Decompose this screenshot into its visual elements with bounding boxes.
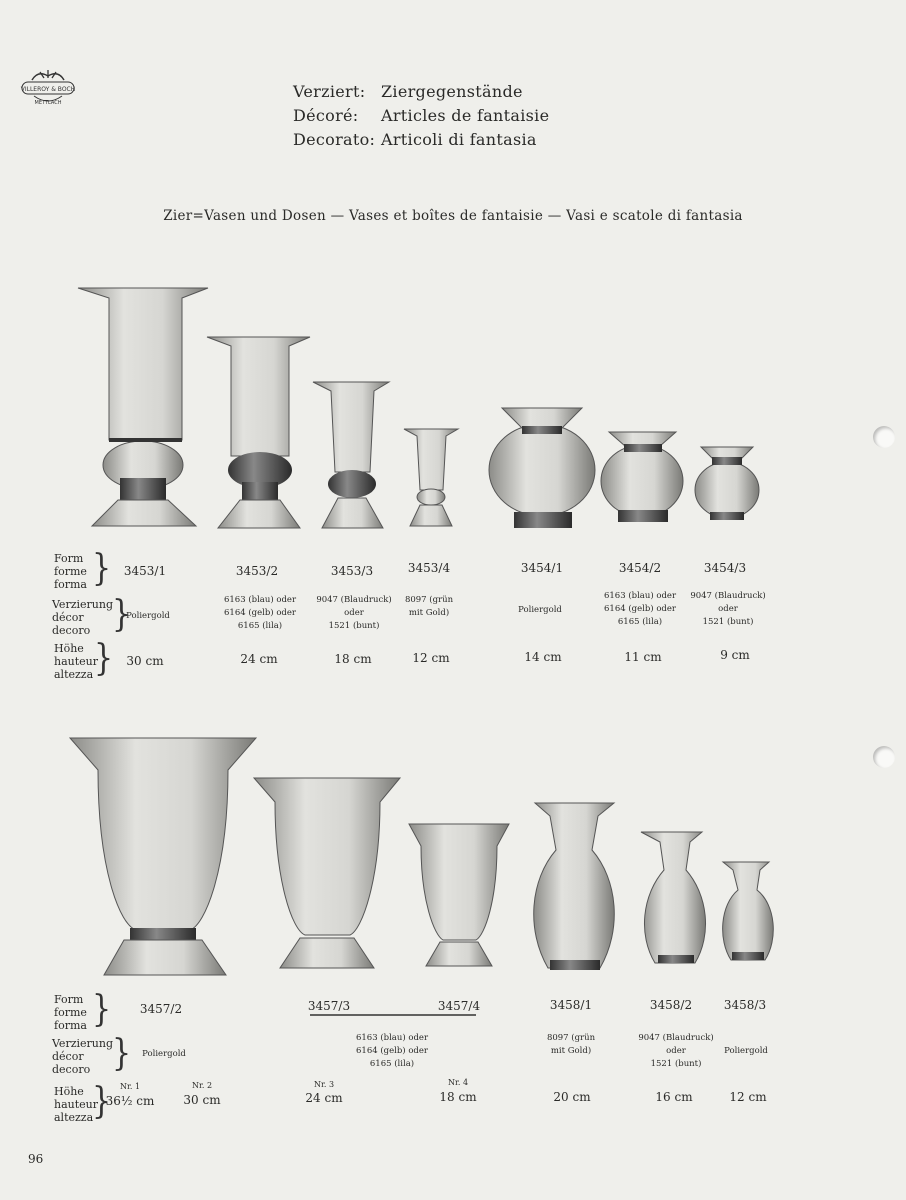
label-form-fr: forme xyxy=(54,565,87,578)
decor-label-row2 xyxy=(52,1037,113,1076)
decor-text: 8097 (grün mit Gold) xyxy=(546,1033,596,1056)
height-value: 14 cm xyxy=(524,650,562,664)
vase-3454-3 xyxy=(695,447,759,520)
header-value: Articoli di fantasia xyxy=(381,130,537,149)
label-height-fr: hauteur xyxy=(54,1098,98,1111)
decor-text: 9047 (Blaudruck) oder 1521 (bunt) xyxy=(316,595,392,631)
decor-text: 9047 (Blaudruck) oder 1521 (bunt) xyxy=(638,1033,714,1069)
vase-3453-1 xyxy=(78,288,208,526)
brace: } xyxy=(112,593,132,636)
decor-text: 6163 (blau) oder 6164 (gelb) oder 6165 (lila) xyxy=(603,591,677,627)
brace: } xyxy=(92,988,112,1031)
label-decor-de: Verzierung xyxy=(52,1037,113,1050)
decor-text: 6163 (blau) oder 6164 (gelb) oder 6165 (lila) xyxy=(355,1033,429,1069)
vase-3458-3 xyxy=(723,862,774,960)
header-value: Articles de fantaisie xyxy=(381,106,550,125)
vase-3454-2 xyxy=(601,432,683,522)
brace: } xyxy=(94,637,114,680)
height-value: 36½ cm xyxy=(105,1094,155,1108)
height-value: 30 cm xyxy=(126,654,164,668)
vase-3453-4 xyxy=(404,429,458,526)
label-decor-it: decoro xyxy=(52,624,91,637)
svg-text:VILLEROY & BOCH: VILLEROY & BOCH xyxy=(20,86,76,93)
decor-text: Poliergold xyxy=(724,1046,768,1056)
nr-label: Nr. 3 xyxy=(313,1080,335,1089)
form-number: 3453/4 xyxy=(407,561,451,575)
vase-3457-2 xyxy=(70,738,256,975)
form-number: 3454/3 xyxy=(703,561,747,575)
form-number: 3453/1 xyxy=(123,564,167,578)
vase-3457-3 xyxy=(254,778,400,968)
form-number: 3458/3 xyxy=(723,998,767,1012)
label-decor-de: Verzierung xyxy=(52,598,113,611)
page-number: 96 xyxy=(28,1152,44,1166)
form-number: 3454/2 xyxy=(618,561,662,575)
form-number: 3457/4 xyxy=(437,999,481,1013)
brace: } xyxy=(112,1032,132,1075)
header-value: Ziergegenstände xyxy=(381,82,523,101)
form-label-row1 xyxy=(54,552,87,591)
label-height-de: Höhe xyxy=(54,642,84,655)
label-form-de: Form xyxy=(54,993,84,1006)
decor-text: 6163 (blau) oder 6164 (gelb) oder 6165 (lila) xyxy=(223,595,297,631)
height-value: 20 cm xyxy=(553,1090,591,1104)
vase-3453-3 xyxy=(313,382,389,528)
decor-text: Poliergold xyxy=(518,605,562,615)
vase-3454-1 xyxy=(489,408,595,528)
form-number: 3458/2 xyxy=(649,998,693,1012)
decor-text: 9047 (Blaudruck) oder 1521 (bunt) xyxy=(690,591,766,627)
height-value: 30 cm xyxy=(183,1093,221,1107)
height-value: 9 cm xyxy=(720,648,750,662)
form-number: 3453/3 xyxy=(330,564,374,578)
vase-3453-2 xyxy=(207,337,310,528)
decor-text: Poliergold xyxy=(126,611,170,621)
label-height-it: altezza xyxy=(54,1111,94,1124)
form-number: 3458/1 xyxy=(549,998,593,1012)
nr-label: Nr. 4 xyxy=(447,1078,469,1087)
label-form-fr: forme xyxy=(54,1006,87,1019)
nr-label: Nr. 2 xyxy=(191,1081,213,1090)
header-key: Verziert: xyxy=(293,82,366,101)
height-value: 16 cm xyxy=(655,1090,693,1104)
nr-label: Nr. 1 xyxy=(119,1082,141,1091)
label-form-it: forma xyxy=(54,1019,87,1032)
label-height-it: altezza xyxy=(54,668,94,681)
section-subtitle: Zier=Vasen und Dosen — Vases et boîtes de fantaisie — Vasi e scatole di fantasia xyxy=(163,208,743,224)
decor-text: Poliergold xyxy=(142,1049,186,1059)
vase-3458-1 xyxy=(534,803,615,970)
label-form-de: Form xyxy=(54,552,84,565)
form-number: 3457/3 xyxy=(307,999,351,1013)
vase-3457-4 xyxy=(409,824,509,966)
header-key: Decorato: xyxy=(293,130,376,149)
height-value: 12 cm xyxy=(729,1090,767,1104)
label-decor-fr: décor xyxy=(52,611,84,624)
height-value: 24 cm xyxy=(240,652,278,666)
brace: } xyxy=(92,547,112,590)
form-number: 3457/2 xyxy=(139,1002,183,1016)
decor-text: 8097 (grün mit Gold) xyxy=(404,595,454,618)
height-value: 12 cm xyxy=(412,651,450,665)
label-height-de: Höhe xyxy=(54,1085,84,1098)
height-label-row1 xyxy=(54,642,98,681)
form-number: 3454/1 xyxy=(520,561,564,575)
form-number: 3453/2 xyxy=(235,564,279,578)
height-value: 18 cm xyxy=(334,652,372,666)
label-decor-fr: décor xyxy=(52,1050,84,1063)
vase-3458-2 xyxy=(641,832,706,963)
label-height-fr: hauteur xyxy=(54,655,98,668)
svg-text:METTLACH: METTLACH xyxy=(34,100,62,106)
height-value: 24 cm xyxy=(305,1091,343,1105)
height-value: 11 cm xyxy=(624,650,662,664)
decor-label-row1 xyxy=(52,598,113,637)
header-key: Décoré: xyxy=(293,106,359,125)
brace: } xyxy=(92,1080,112,1123)
form-label-row2 xyxy=(54,993,87,1032)
height-value: 18 cm xyxy=(439,1090,477,1104)
label-form-it: forma xyxy=(54,578,87,591)
label-decor-it: decoro xyxy=(52,1063,91,1076)
